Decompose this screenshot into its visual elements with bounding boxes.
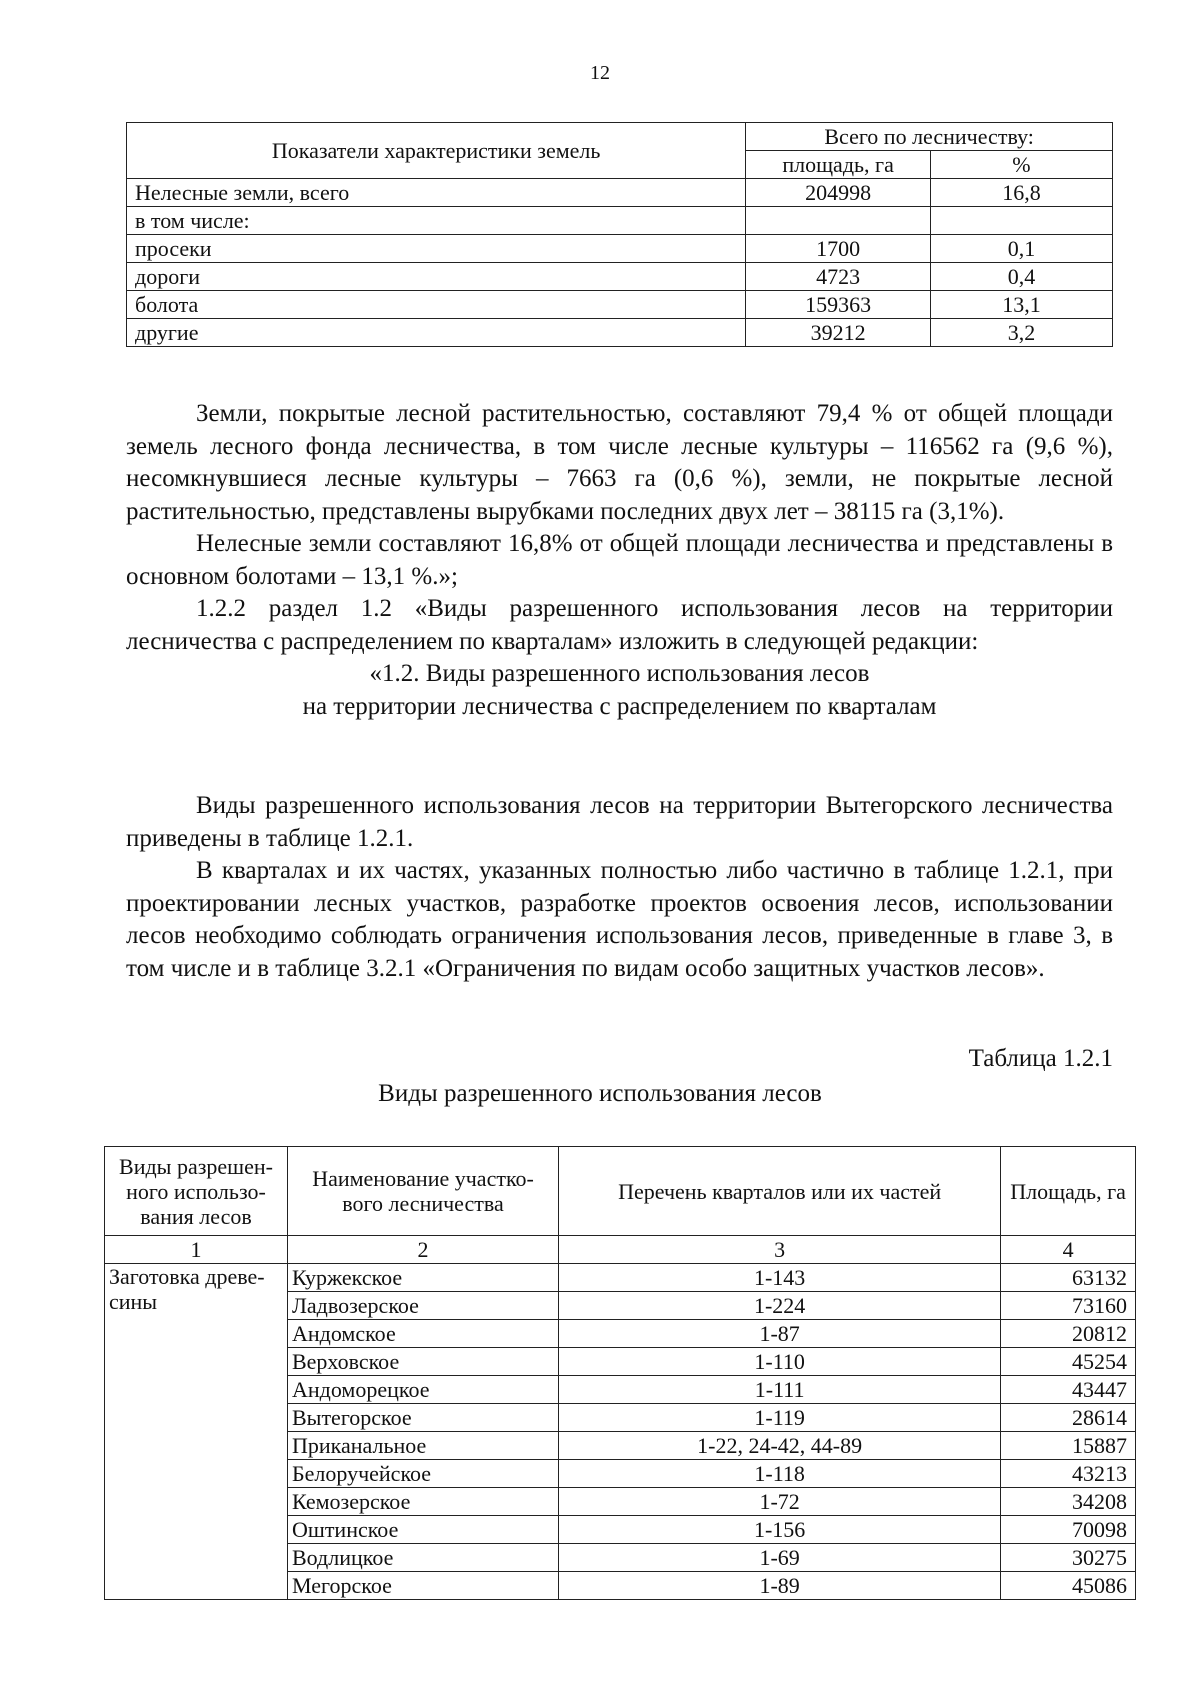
column-header: Перечень кварталов или их частей <box>559 1147 1001 1236</box>
header-percent: % <box>930 151 1112 179</box>
forest-use-table <box>104 1146 1136 1600</box>
cell-percent: 0,4 <box>930 263 1112 291</box>
cell-name: Андоморецкое <box>287 1376 558 1404</box>
cell-blocks: 1-156 <box>559 1516 1001 1544</box>
cell-area: 204998 <box>746 179 931 207</box>
text-block-2 <box>126 790 1113 985</box>
cell-blocks: 1-22, 24-42, 44-89 <box>559 1432 1001 1460</box>
cell-area: 63132 <box>1001 1264 1136 1292</box>
header-total: Всего по лесничеству: <box>746 123 1113 151</box>
table-row <box>127 263 1113 291</box>
cell-area: 15887 <box>1001 1432 1136 1460</box>
cell-area: 159363 <box>746 291 931 319</box>
table-row <box>127 319 1113 347</box>
cell-name: Белоручейское <box>287 1460 558 1488</box>
section-heading-line-2: на территории лесничества с распределением по кварталам <box>302 692 937 720</box>
table-row <box>127 179 1113 207</box>
text-block-1 <box>126 398 1113 723</box>
cell-use-type: Заготовка древе-сины <box>105 1264 288 1600</box>
cell-name: Приканальное <box>287 1432 558 1460</box>
cell-percent <box>930 207 1112 235</box>
page-number: 12 <box>590 62 610 84</box>
cell-area: 1700 <box>746 235 931 263</box>
table-label: Таблица 1.2.1 <box>968 1045 1113 1072</box>
cell-percent: 13,1 <box>930 291 1112 319</box>
cell-area <box>746 207 931 235</box>
table-title: Виды разрешенного использования лесов <box>378 1080 822 1107</box>
cell-blocks: 1-87 <box>559 1320 1001 1348</box>
cell-blocks: 1-111 <box>559 1376 1001 1404</box>
cell-blocks: 1-118 <box>559 1460 1001 1488</box>
column-number: 3 <box>559 1236 1001 1264</box>
cell-percent: 3,2 <box>930 319 1112 347</box>
cell-blocks: 1-224 <box>559 1292 1001 1320</box>
table-row <box>127 207 1113 235</box>
column-header: Наименование участко-вого лесничества <box>287 1147 558 1236</box>
cell-area: 73160 <box>1001 1292 1136 1320</box>
header-area: площадь, га <box>746 151 931 179</box>
cell-name: Оштинское <box>287 1516 558 1544</box>
column-number: 2 <box>287 1236 558 1264</box>
cell-area: 45086 <box>1001 1572 1136 1600</box>
column-header: Виды разрешен-ного использо-вания лесов <box>105 1147 288 1236</box>
paragraph: В кварталах и их частях, указанных полностью либо частично в таблице 1.2.1, при проектировании лесных участков, разработке проектов освоения лесов, использовании лесов необходимо соблюдать ограничения использования лесов, приведенные в главе 3, в том числе и в таблице 3.2.1 «Ограничения по видам особо защитных участков лесов». <box>126 857 1113 982</box>
cell-name: Верховское <box>287 1348 558 1376</box>
cell-blocks: 1-119 <box>559 1404 1001 1432</box>
paragraph: Нелесные земли составляют 16,8% от общей площади лесничества и представлены в основном болотами – 13,1 %.»; <box>126 530 1113 590</box>
paragraph: Виды разрешенного использования лесов на территории Вытегорского лесничества приведены в таблице 1.2.1. <box>126 792 1113 852</box>
cell-area: 28614 <box>1001 1404 1136 1432</box>
cell-name: в том числе: <box>127 207 746 235</box>
cell-name: дороги <box>127 263 746 291</box>
header-indicator: Показатели характеристики земель <box>127 123 746 179</box>
cell-area: 34208 <box>1001 1488 1136 1516</box>
paragraph: 1.2.2 раздел 1.2 «Виды разрешенного использования лесов на территории лесничества с распределением по кварталам» изложить в следующей редакции: <box>126 595 1113 655</box>
column-number: 1 <box>105 1236 288 1264</box>
cell-name: другие <box>127 319 746 347</box>
cell-name: Ладвозерское <box>287 1292 558 1320</box>
cell-area: 30275 <box>1001 1544 1136 1572</box>
column-number: 4 <box>1001 1236 1136 1264</box>
cell-percent: 0,1 <box>930 235 1112 263</box>
cell-percent: 16,8 <box>930 179 1112 207</box>
cell-area: 43213 <box>1001 1460 1136 1488</box>
paragraph: Земли, покрытые лесной растительностью, составляют 79,4 % от общей площади земель лесного фонда лесничества, в том числе лесные культуры – 116562 га (9,6 %), несомкнувшиеся лесные культуры – 7663 га (0,6 %), земли, не покрытые лесной растительностью, представлены вырубками последних двух лет – 38115 га (3,1%). <box>126 400 1113 525</box>
column-header: Площадь, га <box>1001 1147 1136 1236</box>
table-row <box>127 291 1113 319</box>
cell-area: 43447 <box>1001 1376 1136 1404</box>
cell-name: болота <box>127 291 746 319</box>
cell-name: Нелесные земли, всего <box>127 179 746 207</box>
cell-name: Вытегорское <box>287 1404 558 1432</box>
cell-blocks: 1-110 <box>559 1348 1001 1376</box>
table-row <box>105 1264 1136 1292</box>
cell-area: 45254 <box>1001 1348 1136 1376</box>
cell-name: Мегорское <box>287 1572 558 1600</box>
cell-name: Кемозерское <box>287 1488 558 1516</box>
cell-name: просеки <box>127 235 746 263</box>
cell-blocks: 1-72 <box>559 1488 1001 1516</box>
land-characteristics-table <box>126 122 1113 347</box>
cell-blocks: 1-143 <box>559 1264 1001 1292</box>
cell-name: Куржекское <box>287 1264 558 1292</box>
cell-area: 39212 <box>746 319 931 347</box>
table-row <box>127 235 1113 263</box>
cell-name: Водлицкое <box>287 1544 558 1572</box>
cell-area: 4723 <box>746 263 931 291</box>
cell-area: 70098 <box>1001 1516 1136 1544</box>
cell-area: 20812 <box>1001 1320 1136 1348</box>
section-heading-line-1: «1.2. Виды разрешенного использования лесов <box>369 660 870 687</box>
cell-name: Андомское <box>287 1320 558 1348</box>
cell-blocks: 1-89 <box>559 1572 1001 1600</box>
cell-blocks: 1-69 <box>559 1544 1001 1572</box>
